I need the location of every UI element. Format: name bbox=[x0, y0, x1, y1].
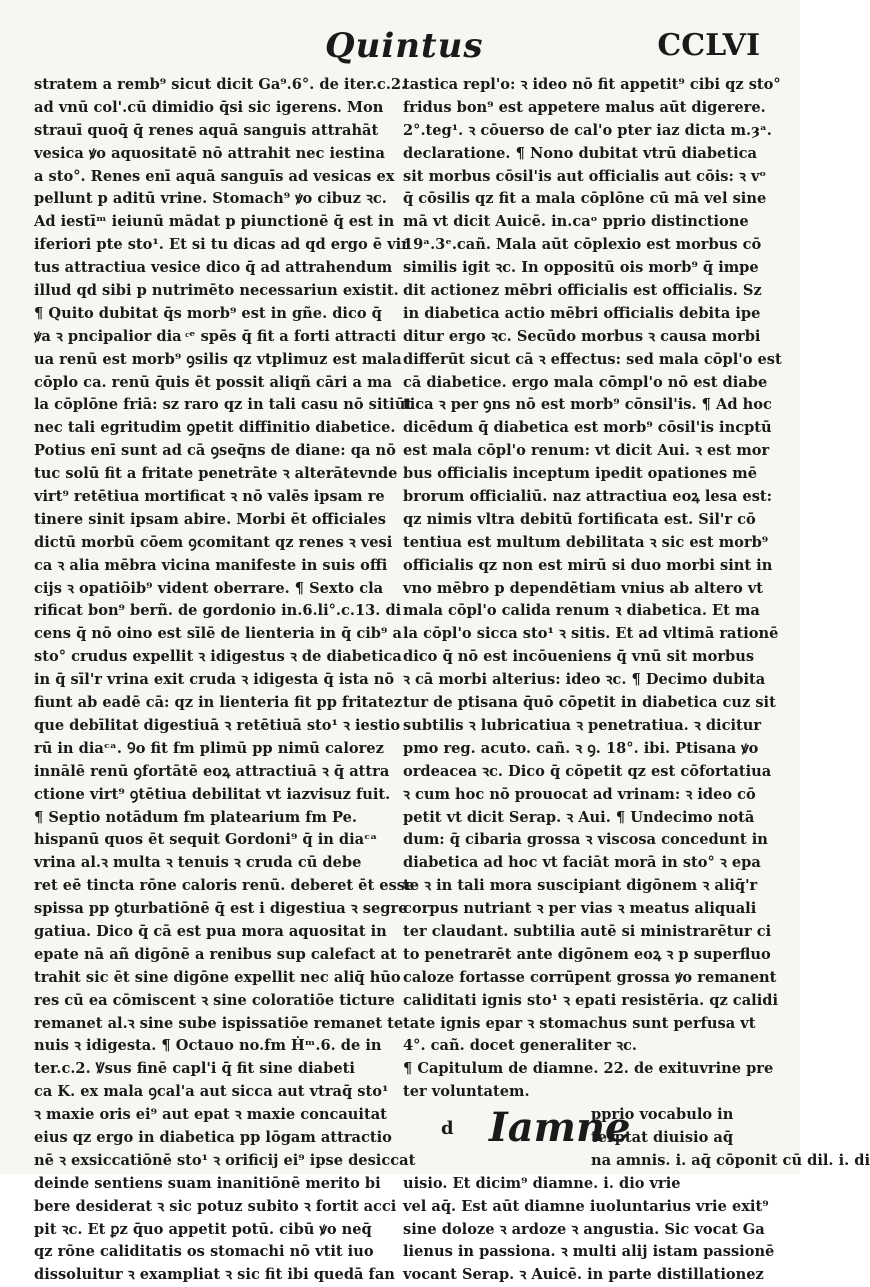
text-line: la cōplōne friā: sz raro qz in tali casu nō sitiūt bbox=[34, 396, 413, 414]
text-line: tus attractiua vesice dico q̄ ad attrahendum bbox=[34, 259, 393, 277]
text-line: dico q̄ nō est incōueniens q̄ vnū sit morbus bbox=[403, 648, 755, 666]
text-line: ditur ergo ꝛc. Secūdo morbus ꝛ causa morbi bbox=[403, 327, 761, 345]
text-line: res cū ea cōmiscent ꝛ sine coloratiōe ticture bbox=[34, 991, 395, 1009]
text-line: ꝟa ꝛ pncipalior dia ͨᵉ spēs q̄ fit a forti attracti bbox=[34, 327, 397, 345]
text-line: tentiua est multum debilitata ꝛ sic est morb⁹ bbox=[403, 533, 769, 551]
text-line: rificat bon⁹ berñ. de gordonio in.6.li°.c.13. di bbox=[34, 602, 402, 620]
text-line: eius qz ergo in diabetica pp lōgam attractio bbox=[34, 1128, 392, 1146]
text-line: uisio. Et dicim⁹ diamne. i. dio vrie bbox=[403, 1174, 681, 1192]
text-line: ret eē tincta rōne caloris renū. deberet ēt esse bbox=[34, 877, 415, 895]
text-line: Ad iestīᵐ ieiunū mādat p piunctionē q̄ est in bbox=[34, 213, 395, 231]
text-line: ad vnū col'.cū dimidio q̄si sic igerens. Mon bbox=[34, 98, 384, 116]
folio-number: CCLVI bbox=[657, 28, 760, 63]
text-line: bere desiderat ꝛ sic potuz subito ꝛ fortit acci bbox=[34, 1197, 397, 1215]
text-line: subtilis ꝛ lubricatiua ꝛ penetratiua. ꝛ dicitur bbox=[403, 716, 762, 734]
text-line: vno mēbro p dependētiam vnius ab altero vt bbox=[403, 579, 763, 597]
text-line: pmo reg. acuto. cañ. ꝛ ꝯ. 18°. ibi. Ptisana ꝟo bbox=[403, 739, 759, 757]
text-line: fridus bon⁹ est appetere malus aūt digerere. bbox=[403, 98, 766, 116]
left-text-column bbox=[34, 74, 416, 1287]
text-line: trahit sic ēt sine digōne expellit nec aliq̄ hūo bbox=[34, 968, 401, 986]
text-line: cens q̄ nō oino est sīlē de lienteria in q̄ cib⁹ a bbox=[34, 625, 402, 643]
text-line: brorum officialiū. naz attractiua eoꝝ lesa est: bbox=[403, 488, 773, 506]
text-line: ca K. ex mala ꝯcal'a aut sicca aut vtraq̄ sto¹ bbox=[34, 1083, 389, 1101]
text-line: a sto°. Renes enī aquā sanguīs ad vesicas ex bbox=[34, 167, 395, 185]
text-line: tica ꝛ per ꝯns nō est morb⁹ cōnsil'is. ¶ Ad hoc bbox=[403, 396, 772, 414]
text-line: cā diabetice. ergo mala cōmpl'o nō est diabe bbox=[403, 373, 768, 391]
text-line: qz rōne caliditatis os stomachi nō vtit iuo bbox=[34, 1243, 374, 1261]
text-line: tastica repl'o: ꝛ ideo nō fit appetit⁹ cibi qz sto° bbox=[403, 76, 781, 93]
text-line: vel aq̄. Est aūt diamne iuoluntarius vrie exit⁹ bbox=[403, 1197, 769, 1215]
right-text-column bbox=[403, 74, 870, 1287]
text-line: gatiua. Dico q̄ cā est pua mora aquositat in bbox=[34, 922, 387, 940]
text-line: dictū morbū cōem ꝯcomitant qz renes ꝛ vesi bbox=[34, 533, 393, 551]
text-line: corpus nutriant ꝛ per vias ꝛ meatus aliquali bbox=[403, 900, 757, 918]
text-line: illud qd sibi p nutrimēto necessariun existit. bbox=[34, 282, 399, 300]
text-line: pit ꝛc. Et ꝑz q̄uo appetit potū. cibū ꝟo neq̄ bbox=[34, 1220, 372, 1238]
text-line: hispanū quos ēt sequit Gordoni⁹ q̄ in diaᶜᵃ bbox=[34, 831, 378, 849]
text-line: est mala cōpl'o renum: vt dicit Aui. ꝛ est mor bbox=[403, 442, 770, 460]
text-line: declaratione. ¶ Nono dubitat vtrū diabetica bbox=[403, 144, 757, 162]
text-line: ꝛ cā morbi alterius: ideo ꝛc. ¶ Decimo dubita bbox=[403, 671, 766, 689]
text-line: tur de ptisana q̄uō cōpetit in diabetica cuz sit bbox=[403, 694, 776, 712]
text-line: remanet al.ꝛ sine sube ispissatiōe remanet te bbox=[34, 1014, 404, 1032]
text-line: nuis ꝛ idigesta. ¶ Octauo no.fm Ḣᵐ.6. de in bbox=[34, 1037, 382, 1055]
text-line: dum: q̄ cibaria grossa ꝛ viscosa concedunt in bbox=[403, 831, 768, 849]
text-line: strauī quoq̄ q̄ renes aquā sanguis attrahāt bbox=[34, 121, 379, 139]
text-line: ter.c.2. Ꝟsus finē capl'i q̄ fit sine diabeti bbox=[34, 1060, 355, 1078]
text-line: na amnis. i. aq̄ cōponit cū dil. i. di bbox=[591, 1151, 870, 1169]
text-line: stratem a remb⁹ sicut dicit Ga⁹.6°. de iter.c.2. bbox=[34, 76, 407, 93]
text-line: 19ᵃ.3ᵉ.cañ. Mala aūt cōplexio est morbus cō bbox=[403, 236, 762, 254]
text-line: fiunt ab eadē cā: qz in lienteria fit pp fritatez bbox=[34, 694, 403, 712]
text-line: ter voluntatem. bbox=[403, 1083, 530, 1101]
text-line: ¶ Quito dubitat q̄s morb⁹ est in gñe. dico q̄ bbox=[34, 304, 382, 322]
text-line: to penetrarēt ante digōnem eoꝝ ꝛ p superfluo bbox=[403, 945, 771, 963]
text-line: Potius enī sunt ad cā ꝯseq̄ns de diane: qa nō bbox=[34, 442, 396, 460]
text-line: sine doloze ꝛ ardoze ꝛ angustia. Sic vocat Ga bbox=[403, 1220, 765, 1238]
text-line: in q̄ sīl'r vrina exit cruda ꝛ idigesta q̄ ista nō bbox=[34, 671, 395, 689]
text-line: 2°.teg¹. ꝛ cōuerso de cal'o pter iaz dicta m.ȝᵃ. bbox=[403, 121, 772, 139]
text-line: differūt sicut cā ꝛ effectus: sed mala cōpl'o est bbox=[403, 350, 782, 368]
text-line: lienus in passiona. ꝛ multi alij istam passionē bbox=[403, 1243, 775, 1261]
running-head-title: Quintus bbox=[325, 26, 484, 66]
text-line: mala cōpl'o calida renum ꝛ diabetica. Et ma bbox=[403, 602, 760, 620]
text-line: cōplo ca. renū q̄uis ēt possit aliqñ cāri a ma bbox=[34, 373, 392, 391]
text-line: spissa pp ꝯturbatiōnē q̄ est i digestiua ꝛ segre bbox=[34, 900, 408, 918]
text-line: ¶ Capitulum de diamne. 22. de exituvrine pre bbox=[403, 1060, 774, 1078]
text-line: q̄ cōsilis qz fit a mala cōplōne cū mā vel sine bbox=[403, 190, 767, 208]
text-line: vesica ꝟo aquositatē nō attrahit nec iestina bbox=[34, 144, 385, 162]
text-line: dit actionez mēbri officialis est officialis. Sz bbox=[403, 282, 762, 300]
text-line: te ꝛ in tali mora suscipiant digōnem ꝛ aliq̄'r bbox=[403, 877, 758, 895]
text-line: tinere sinit ipsam abire. Morbi ēt officiales bbox=[34, 510, 386, 528]
text-line: nē ꝛ exsiccatiōnē sto¹ ꝛ orificij ei⁹ ipse desiccat bbox=[34, 1151, 416, 1169]
text-line: innālē renū ꝯfortātē eoꝝ attractiuā ꝛ q̄ attra bbox=[34, 762, 390, 780]
text-line: que debīlitat digestiuā ꝛ retētiuā sto¹ ꝛ iestio bbox=[34, 716, 401, 734]
chapter-opening bbox=[403, 1104, 870, 1173]
text-line: caloze fortasse corrūpent grossa ꝟo remanent bbox=[403, 968, 777, 986]
text-line: ctione virt⁹ ꝯtētiua debilitat vt iazvisuz fuit. bbox=[34, 785, 391, 803]
text-line: iferiori pte sto¹. Et si tu dicas ad qd ergo ē vir bbox=[34, 236, 409, 254]
text-line: la cōpl'o sicca sto¹ ꝛ sitis. Et ad vltimā rationē bbox=[403, 625, 779, 643]
text-line: pellunt p aditū vrine. Stomach⁹ ꝟo cibuz ꝛc. bbox=[34, 190, 387, 208]
text-line: bus officialis inceptum ipedit opationes mē bbox=[403, 465, 757, 483]
text-line: terptat diuisio aq̄ bbox=[591, 1128, 734, 1146]
text-line: tate ignis epar ꝛ stomachus sunt perfusa vt bbox=[403, 1014, 756, 1032]
text-line: ordeacea ꝛc. Dico q̄ cōpetit qz est cōfortatiua bbox=[403, 762, 772, 780]
initial-word: Iamne bbox=[489, 1104, 631, 1152]
text-line: diabetica ad hoc vt faciāt morā in sto° ꝛ epa bbox=[403, 854, 761, 872]
text-line: vocant Serap. ꝛ Auicē. in parte distillationez bbox=[403, 1266, 764, 1284]
text-line: epate nā añ digōnē a renibus sup calefact at bbox=[34, 945, 397, 963]
text-line: deinde sentiens suam inanitiōnē merito bi bbox=[34, 1174, 381, 1192]
text-line: vrina al.ꝛ multa ꝛ tenuis ꝛ cruda cū debe bbox=[34, 854, 362, 872]
text-line: dicēdum q̄ diabetica est morb⁹ cōsil'is incptū bbox=[403, 419, 772, 437]
guide-letter: d bbox=[441, 1118, 454, 1140]
text-line: tuc solū fit a fritate penetrāte ꝛ alterātevnde bbox=[34, 465, 398, 483]
text-line: rū in diaᶜᵃ. Ꝯo fit fm plimū pp nimū calorez bbox=[34, 739, 384, 757]
text-line: ¶ Septio notādum fm platearium fm Pe. bbox=[34, 808, 357, 826]
text-line: ca ꝛ alia mēbra vicina manifeste in suis offi bbox=[34, 556, 388, 574]
text-line: pprio vocabulo in bbox=[591, 1106, 734, 1124]
text-line: nec tali egritudim ꝯpetit diffinitio diabetice. bbox=[34, 419, 396, 437]
text-line: sit morbus cōsil'is aut officialis aut cōis: ꝛ vᵒ bbox=[403, 167, 767, 185]
text-line: in diabetica actio mēbri officialis debita ipe bbox=[403, 304, 761, 322]
text-line: mā vt dicit Auicē. in.caᵒ pprio distinctione bbox=[403, 213, 749, 231]
text-line: sto° crudus expellit ꝛ idigestus ꝛ de diabetica bbox=[34, 648, 402, 666]
text-line: qz nimis vltra debitū fortificata est. Sil'r cō bbox=[403, 510, 756, 528]
text-line: cijs ꝛ opatiōib⁹ vident oberrare. ¶ Sexto cla bbox=[34, 579, 384, 597]
text-line: dissoluitur ꝛ exampliat ꝛ sic fit ibi quedā fan bbox=[34, 1266, 395, 1284]
text-line: officialis qz non est mirū si duo morbi sint in bbox=[403, 556, 773, 574]
text-line: 4°. cañ. docet generaliter ꝛc. bbox=[403, 1037, 637, 1055]
text-line: caliditati ignis sto¹ ꝛ epati resistēria. qz calidi bbox=[403, 991, 778, 1009]
text-line: virt⁹ retētiua mortificat ꝛ nō valēs ipsam re bbox=[34, 488, 385, 506]
text-line: ꝛ cum hoc nō prouocat ad vrinam: ꝛ ideo cō bbox=[403, 785, 756, 803]
text-line: similis igit ꝛc. In oppositū ois morb⁹ q̄ impe bbox=[403, 259, 759, 277]
text-line: ua renū est morb⁹ ꝯsilis qz vtplimuz est mala bbox=[34, 350, 402, 368]
text-line: petit vt dicit Serap. ꝛ Aui. ¶ Undecimo notā bbox=[403, 808, 755, 826]
text-line: ꝛ maxie oris ei⁹ aut epat ꝛ maxie concauitat bbox=[34, 1106, 387, 1124]
text-line: ter claudant. subtilia autē si ministrarētur ci bbox=[403, 922, 772, 940]
